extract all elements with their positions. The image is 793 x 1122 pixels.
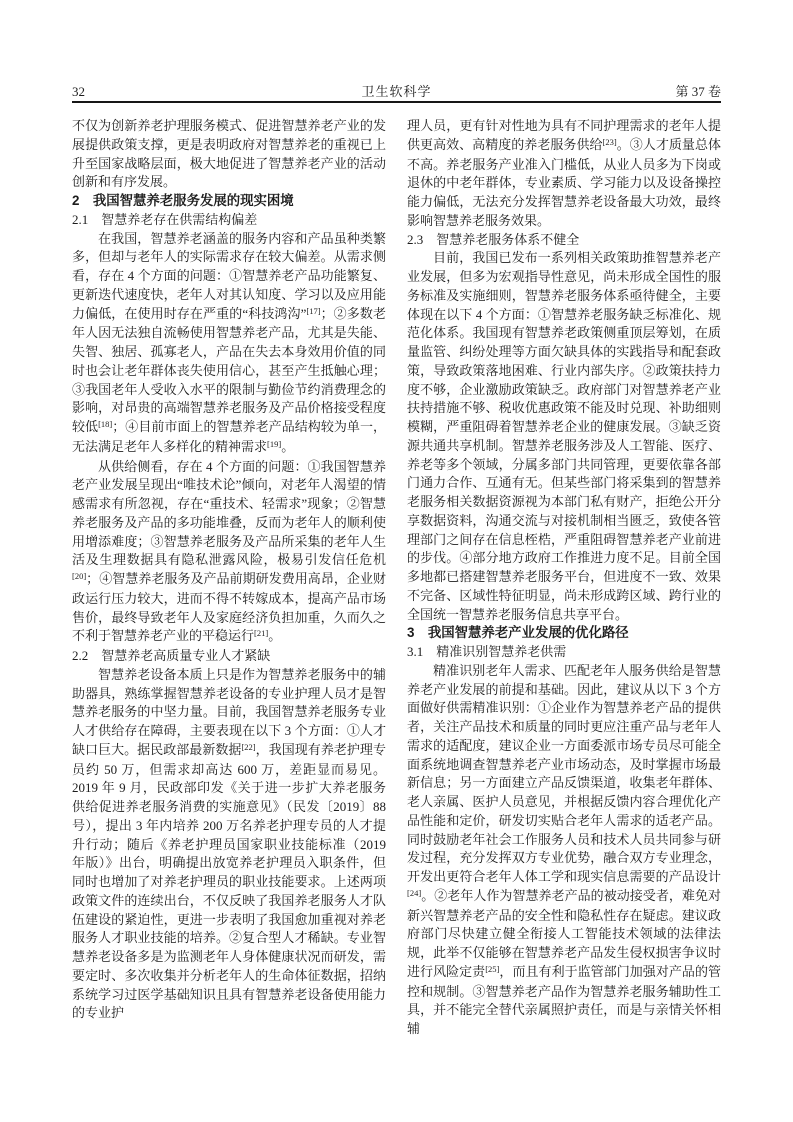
text-segment: 智慧养老设备本质上只是作为智慧养老服务中的辅助器具，熟练掌握智慧养老设备的专业护理人员才是智慧养老服务的中坚力量。目前，我国智慧养老服务专业人才供给存在障碍，主要表现在以下 3 个方面：①人才缺口巨大。据民政部最新数据 (72, 666, 386, 757)
citation-ref: [24] (407, 887, 422, 898)
text-segment: 。③人才质量总体不高。养老服务产业准入门槛低，从业人员多为下岗或退休的中老年群体，专业素质、学习能力以及设备操控能力偏低，无法充分发挥智慧养老设备最大功效，最终影响智慧养老服务效果。 (407, 136, 721, 228)
text-segment: ；④智慧养老服务及产品前期研发费用高昂，企业财政运行压力较大，进而不得不转嫁成本，提高产品市场售价，最终导致老年人及家庭经济负担加重，久而久之不利于智慧养老产业的平稳运行 (72, 571, 386, 644)
citation-ref: [21] (254, 628, 269, 639)
citation-ref: [18] (98, 419, 113, 430)
text-segment: 从供给侧看，存在 4 个方面的问题：①我国智慧养老产业发展呈现出“唯技术论”倾向，对老年人渴望的情感需求有所忽视，存在“重技术、轻需求”现象；②智慧养老服务及产品的多功能堆叠，反而为老年人的顺利使用增添难度；③智慧养老服务及产品所采集的老年人生活及生理数据具有隐私泄露风险，极易引发信任危机 (72, 458, 386, 568)
citation-ref: [20] (72, 571, 87, 582)
text-segment: 在我国，智慧养老涵盖的服务内容和产品虽种类繁多，但却与老年人的实际需求存在较大偏差。从需求侧看，存在 4 个方面的问题：①智慧养老产品功能繁复、更新迭代速度快，老年人对其认知度、学习以及应用能力偏低，在使用时存在严重的“科技鸿沟” (72, 230, 386, 321)
page-header (72, 82, 721, 99)
paragraph (407, 662, 721, 1039)
citation-ref: [19] (267, 438, 282, 449)
citation-ref: [23] (602, 136, 617, 147)
column-right (407, 117, 721, 1057)
paragraph (407, 249, 721, 624)
header-rule (72, 101, 721, 103)
citation-ref: [22] (241, 741, 256, 752)
text-segment: 。 (268, 628, 282, 644)
journal-title: 卫生软科学 (361, 84, 432, 99)
section-heading-3: 3 我国智慧养老产业发展的优化路径 (407, 625, 629, 641)
text-segment: ；④目前市面上的智慧养老产品结构较为单一，无法满足老年人多样化的精神需求 (72, 419, 386, 454)
text-segment: 不仅为创新养老护理服务模式、促进智慧养老产业的发展提供政策支撑，更是表明政府对智慧养老的重视已上升至国家战略层面，极大地促进了智慧养老产业的活动创新和有序发展。 (72, 118, 386, 190)
volume-label: 第 37 卷 (675, 84, 721, 99)
subsection-heading-2-3: 2.3 智慧养老服务体系不健全 (407, 231, 580, 247)
text-segment: 精准识别老年人需求、匹配老年人服务供给是智慧养老产业发展的前提和基础。因此，建议从以下 3 个方面做好供需精准识别：①企业作为智慧养老产品的提供者，关注产品技术和质量的同时更应注重产品与老年人需求的适配度，建议企业一方面委派市场专员尽可能全面系统地调查智慧养老产业市场动态，及时掌握市场最新信息；另一方面建立产品反馈渠道，收集老年群体、老人亲属、医护人员意见，并根据反馈内容合理优化产品性能和定价，研发切实贴合老年人需求的适老产品。同时鼓励老年社会工作服务人员和技术人员共同参与研发过程，充分发挥双方专业优势，融合双方专业理念，开发出更符合老年人体工学和现实信息需要的产品设计 (407, 662, 721, 884)
subsection-heading-2-2: 2.2 智慧养老高质量专业人才紧缺 (72, 648, 271, 663)
paragraph (72, 458, 386, 648)
text-segment: 。 (281, 438, 295, 454)
paragraph (72, 666, 386, 1023)
paragraph-continued (72, 117, 386, 192)
subsection-heading-2-1: 2.1 智慧养老存在供需结构偏差 (72, 211, 258, 227)
page-number: 32 (72, 84, 85, 99)
citation-ref: [25] (485, 963, 500, 974)
section-heading-2: 2 我国智慧养老服务发展的现实困境 (72, 193, 294, 208)
text-segment: 目前，我国已发布一系列相关政策助推智慧养老产业发展，但多为宏观指导性意见，尚未形成全国性的服务标准及实施细则，智慧养老服务体系亟待健全，主要体现在以下 4 个方面：①智慧养老服务缺乏标准化、规范化体系。我国现有智慧养老政策侧重顶层筹划，在质量监管、纠纷处理等方面欠缺具体的实践指导和配套政策，导致政策落地困难、行业内部失序。②政策扶持力度不够，企业激励政策缺乏。政府部门对智慧养老产业扶持措施不够、税收优惠政策不能及时兑现、补助细则模糊，严重阻碍着智慧养老企业的健康发展。③缺乏资源共通共享机制。智慧养老服务涉及人工智能、医疗、养老等多个领域，分属多部门共同管理，更要依靠各部门通力合作、互通有无。但某些部门将采集到的智慧养老服务相关数据资源视为本部门私有财产，拒绝公开分享数据资料，沟通交流与对接机制相当匮乏，致使各管理部门之间存在信息桎梏，严重阻碍智慧养老产业前进的步伐。④部分地方政府工作推进力度不足。目前全国多地都已搭建智慧养老服务平台，但进度不一致、效果不完备、区域性特征明显，尚未形成跨区域、跨行业的全国统一智慧养老服务信息共享平台。 (407, 250, 721, 622)
text-segment: ，而且有利于监管部门加强对产品的管控和规制。③智慧养老产品作为智慧养老服务辅助性工具，并不能完全替代亲属照护责任，而是与亲情关怀相辅 (407, 963, 721, 1036)
citation-ref: [17] (306, 305, 321, 316)
paragraph (72, 230, 386, 458)
column-left (72, 117, 386, 1057)
text-segment: 理人员，更有针对性地为具有不同护理需求的老年人提供更高效、高精度的养老服务供给 (407, 118, 721, 152)
subsection-heading-3-1: 3.1 精准识别智慧养老供需 (407, 644, 567, 659)
text-segment: ；②多数老年人因无法独自流畅使用智慧养老产品，尤其是失能、失智、独居、孤寡老人，产品在失去本身效用价值的同时也会让老年群体丧失使用信心，甚至产生抵触心理；③我国老年人受收入水平的限制与勤俭节约消费理念的影响，对昂贵的高端智慧养老服务及产品价格接受程度较低 (72, 305, 386, 434)
text-segment: 。②老年人作为智慧养老产品的被动接受者，难免对新兴智慧养老产品的安全性和隐私性存在疑虑。建议政府部门尽快建立健全衔接人工智能技术领域的法律法规，此举不仅能够在智慧养老产品发生侵权损害争议时进行风险定责 (407, 887, 721, 979)
article-body (72, 117, 721, 1057)
paragraph-continued (407, 117, 721, 231)
text-segment: ，我国现有养老护理专员约 50 万，但需求却高达 600 万，差距显而易见。2019 年 9 月，民政部印发《关于进一步扩大养老服务供给促进养老服务消费的实施意见》（民发〔2019〕88 号），提出 3 年内培养 200 万名养老护理专员的人才提升行动；随后《养老护理员国家职业技能标准（2019 年版）》出台，明确提出放宽养老护理员入职条件，但同时也增加了对养老护理员的职业技能要求。上述两项政策文件的连续出台，不仅反映了我国养老服务人才队伍建设的紧迫性，更进一步表明了我国愈加重视对养老服务人才职业技能的培养。②复合型人才稀缺。专业智慧养老设备多是为监测老年人身体健康状况而研发，需要定时、多次收集并分析老年人的生命体征数据，招纳系统学习过医学基础知识且具有智慧养老设备使用能力的专业护 (72, 741, 386, 1021)
